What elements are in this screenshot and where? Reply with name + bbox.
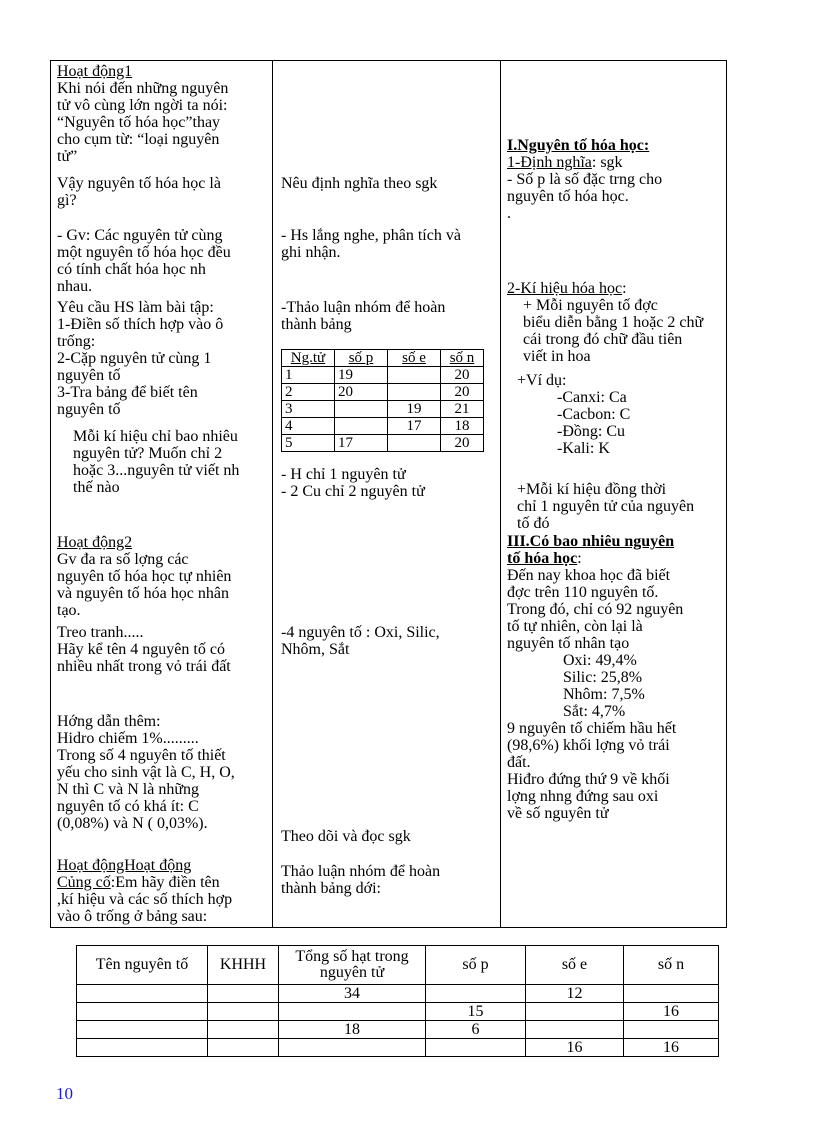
section-3-colon: : [577,550,582,567]
symbol-meaning-block [507,481,720,532]
text-line: Mỗi kí hiệu chỉ bao nhiêu [73,428,238,445]
activity-2-heading: Hoạt động2 [57,534,133,551]
text-line: thành bảng dới: [281,880,381,897]
text-line: 1-Điền số thích hợp vào ô [57,316,224,333]
atom-table-cell: 18 [441,418,484,435]
group-discuss-text [281,299,494,333]
text-line: có tính chất hóa học nh [57,261,206,278]
exercise-table-cell [426,1039,526,1057]
exercise-table-header-cell: Tên nguyên tố [77,946,208,985]
atom-table-cell: 17 [388,418,441,435]
atom-table-header-cell: Ng.tử [282,350,335,367]
group-table-text [281,863,494,897]
consolidation-block [57,857,268,925]
atom-table-cell: 20 [441,384,484,401]
exercise-table-cell: 12 [526,985,624,1003]
atom-table-cell: 17 [335,435,388,452]
question-paragraph [57,175,268,209]
page-number: 10 [56,1084,73,1103]
text-line: . [507,205,511,222]
atom-table-cell: 2 [282,384,335,401]
activity-2-block [57,534,268,619]
section-3-block [507,533,720,822]
text-line: Trong số 4 nguyên tố thiết [57,747,226,764]
exercise-table-cell [208,985,279,1003]
text-line: -Thảo luận nhóm để hoàn [281,299,446,316]
atom-table-cell [388,435,441,452]
extra-guidance-paragraph [57,713,268,832]
exercise-table [76,945,719,1057]
exercise-table-row [77,1039,719,1057]
atom-table-cell: 19 [335,367,388,384]
nine-elements-text [507,720,720,771]
atom-table-cell: 5 [282,435,335,452]
symbol-block [507,280,720,365]
atom-table-cell: 20 [335,384,388,401]
text-line: gì? [57,192,77,209]
atom-table-header [282,350,484,367]
atom-table-cell [335,401,388,418]
definition-rest: : sgk [591,154,623,171]
student-activity-column [273,61,501,927]
text-line: -Cacbon: C [557,406,631,423]
consolidation-first-line: :Em hãy điền tên [110,874,220,891]
symbol-label: 2-Kí hiệu hóa học [507,280,623,297]
text-line: Nhôm: 7,5% [563,686,645,703]
earth-elements-paragraph [57,624,268,675]
atom-table-cell: 1 [282,367,335,384]
exercise-table-header-cell: Tổng số hạt trong nguyên tử [279,946,426,985]
atom-table-cell [335,418,388,435]
atom-particles-table [281,349,484,452]
exercise-table-cell [526,1003,624,1021]
exercise-table-header-cell: số p [426,946,526,985]
atom-table-row [282,384,484,401]
text-line: Oxi: 49,4% [563,652,637,669]
text-line: tố tự nhiên, còn lại là [507,618,643,635]
text-line: về số nguyên tử [507,805,609,822]
exercise-table-cell [624,1021,719,1039]
symbol-question-paragraph [57,428,268,496]
exercise-table-cell [77,1021,208,1039]
exercise-table-cell: 6 [426,1021,526,1039]
exercise-table-cell: 16 [624,1003,719,1021]
text-line: một nguyên tố hóa học đều [57,244,231,261]
section-3-heading-line-2: tố hóa học [507,550,578,567]
atom-table-cell: 20 [441,435,484,452]
text-line: thế nào [73,479,120,496]
atom-table-cell: 4 [282,418,335,435]
text-line: nhau. [57,278,93,295]
text-line: tử vô cùng lớn ngời ta nói: [57,97,228,114]
text-line: N thì C và N là những [57,781,199,798]
four-elements-answer [281,624,494,658]
text-line: nguyên tố có khá ít: C [57,798,199,815]
text-line: chỉ 1 nguyên tử của nguyên [517,498,695,515]
text-line: + Mỗi nguyên tố đợc [523,297,658,314]
text-line: biểu diễn bằng 1 hoặc 2 chữ [523,314,704,331]
text-line: - 2 Cu chỉ 2 nguyên tử [281,483,425,500]
text-line: nhiều nhất trong vỏ trái đất [57,658,231,675]
exercise-table-cell [77,1039,208,1057]
example-list [507,389,720,457]
text-line: Nhôm, Sắt [281,641,350,658]
text-line: +Mỗi kí hiệu đồng thời [517,481,667,498]
exercise-table-cell [426,985,526,1003]
exercise-table-cell [624,985,719,1003]
text-line: Hidro chiếm 1%......... [57,730,199,747]
text-line: yếu cho sinh vật là C, H, O, [57,764,235,781]
exercise-table-cell [208,1021,279,1039]
atom-table-header-cell: số p [335,350,388,367]
text-line: Thảo luận nhóm để hoàn [281,863,441,880]
activity-3-heading: Hoạt độngHoạt động [57,857,192,874]
consolidation-line-3: vào ô trống ở bảng sau: [57,908,208,925]
atom-table-cell: 19 [388,401,441,418]
atom-table-cell: 20 [441,367,484,384]
exercise-table-header-cell: số n [624,946,719,985]
text-line: tử” [57,148,78,165]
text-line: Gv đa ra số lợng các [57,551,189,568]
text-line: thành bảng [281,316,352,333]
listen-text [281,227,494,261]
text-line: 3-Tra bảng để biết tên [57,384,198,401]
atom-table-header-cell: số n [441,350,484,367]
exercise-table-cell: 15 [426,1003,526,1021]
section-1-heading: I.Nguyên tố hóa học: [507,137,650,154]
exercise-table-row [77,1003,719,1021]
symbol-rest: : [622,280,627,297]
element-total-text [507,567,720,652]
exercise-table-cell: 16 [526,1039,624,1057]
text-line: Đến nay khoa học đã biết [507,567,671,584]
text-line: tạo. [57,602,81,619]
atom-table-row [282,401,484,418]
text-line: (98,6%) khối lợng vỏ trái [507,737,670,754]
exercise-table-cell [77,985,208,1003]
atom-table-cell: 3 [282,401,335,418]
percentage-list [507,652,720,720]
text-line: Vậy nguyên tố hóa học là [57,175,221,192]
exercise-table-cell [208,1039,279,1057]
consolidation-line-2: ,kí hiệu và các số thích hợp [57,891,233,908]
symbol-answer-text [281,466,494,500]
text-line: nguyên tố hóa học tự nhiên [57,568,232,585]
text-line: lợng nhng đứng sau oxi [507,788,659,805]
consolidation-label: Củng cố [57,874,111,891]
text-line: Trong đó, chỉ có 92 nguyên [507,601,684,618]
exercise-table-cell [526,1021,624,1039]
text-line: nguyên tố [57,367,121,384]
exercise-table-header-cell: số e [526,946,624,985]
text-line: Khi nói đến những nguyên [57,80,229,97]
teacher-note-paragraph [57,227,268,295]
text-line: Hãy kể tên 4 nguyên tố có [57,641,225,658]
text-line: nguyên tố [57,401,121,418]
example-block [507,372,720,457]
text-line: cho cụm từ: “loại nguyên [57,131,220,148]
text-line: nguyên tử? Muốn chỉ 2 [73,445,223,462]
exercise-table-cell: 18 [279,1021,426,1039]
text-line: 2-Cặp nguyên tử cùng 1 [57,350,212,367]
intro-paragraph [57,80,268,165]
define-text: Nêu định nghĩa theo sgk [281,175,438,192]
exercise-table-row [77,985,719,1003]
text-line: cái trong đó chữ đầu tiên [523,331,683,348]
hydrogen-text [507,771,720,822]
lesson-table [50,60,727,928]
definition-block [507,137,720,222]
text-line: Treo tranh..... [57,624,144,641]
teacher-activity-column [51,61,273,927]
definition-text [507,171,720,222]
text-line: - Hs lắng nghe, phân tích và [281,227,461,244]
text-line: - Số p là số đặc trng cho [507,171,663,188]
content-column [501,61,726,927]
text-line: “Nguyên tố hóa học”thay [57,114,221,131]
text-line: Hiđro đứng thứ 9 về khối [507,771,670,788]
activity-1-heading: Hoạt động1 [57,63,133,80]
text-line: đất. [507,754,531,771]
example-label: +Ví dụ: [517,372,567,389]
text-line: -4 nguyên tố : Oxi, Silic, [281,624,440,641]
atom-table-cell: 21 [441,401,484,418]
exercise-table-row [77,1021,719,1039]
text-line: Hớng dẫn thêm: [57,713,161,730]
exercise-table-cell [208,1003,279,1021]
text-line: -Kali: K [557,440,610,457]
exercise-table-header-cell: KHHH [208,946,279,985]
text-line: -Đồng: Cu [557,423,625,440]
atom-table-cell [388,367,441,384]
text-line: ghi nhận. [281,244,341,261]
text-line: Silic: 25,8% [563,669,643,686]
read-sgk-text: Theo dõi và đọc sgk [281,828,411,845]
text-line: đợc trên 110 nguyên tố. [507,584,659,601]
exercise-table-cell: 34 [279,985,426,1003]
text-line: nguyên tố nhân tạo [507,635,630,652]
text-line: và nguyên tố hóa học nhân [57,585,229,602]
element-count-paragraph [57,551,268,619]
section-3-heading-line-1: III.Có bao nhiêu nguyên [507,533,675,550]
atom-table-header-cell: số e [388,350,441,367]
text-line: tố đó [517,515,550,532]
text-line: hoặc 3...nguyên tử viết nh [73,462,240,479]
text-line: -Canxi: Ca [557,389,627,406]
text-line: nguyên tố hóa học. [507,188,629,205]
text-line: (0,08%) và N ( 0,03%). [57,815,208,832]
exercise-request-paragraph [57,299,268,418]
exercise-table-cell [77,1003,208,1021]
text-line: - H chỉ 1 nguyên tử [281,466,406,483]
exercise-table-header [77,946,719,985]
text-line: Sắt: 4,7% [563,703,626,720]
text-line: Yêu cầu HS làm bài tập: [57,299,214,316]
exercise-table-cell: 16 [624,1039,719,1057]
symbol-rule-text [507,297,720,365]
exercise-table-cell [279,1039,426,1057]
atom-table-row [282,435,484,452]
text-line: trống: [57,333,96,350]
text-line: viết in hoa [523,348,591,365]
exercise-table-cell [279,1003,426,1021]
symbol-meaning-text [507,481,720,532]
atom-table-row [282,418,484,435]
atom-table-row [282,367,484,384]
atom-table-cell [388,384,441,401]
text-line: - Gv: Các nguyên tử cùng [57,227,223,244]
text-line: 9 nguyên tố chiếm hầu hết [507,720,677,737]
activity-1-block [57,63,268,165]
definition-label: 1-Định nghĩa [507,154,592,171]
